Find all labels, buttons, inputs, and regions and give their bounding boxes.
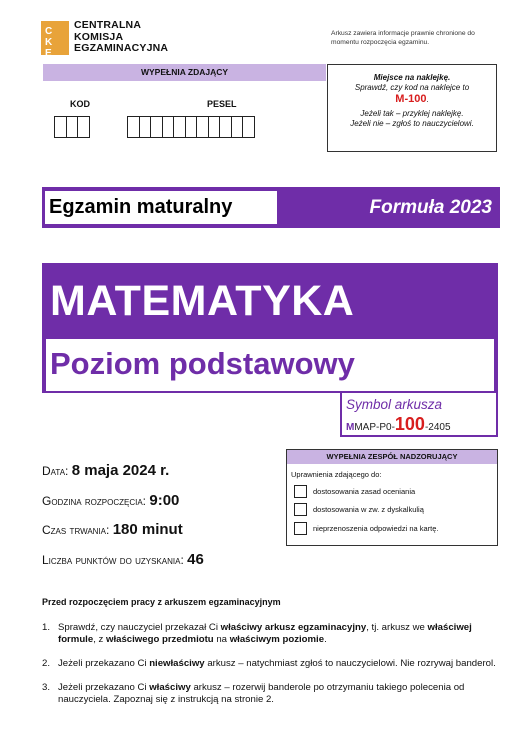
checkbox[interactable] — [294, 485, 307, 498]
kod-label: KOD — [70, 99, 90, 109]
subject-level: Poziom podstawowy — [50, 346, 355, 381]
sticker-placeholder: Miejsce na naklejkę. Sprawdź, czy kod na naklejce to M-100. Jeżeli tak – przyklej naklejkę. Jeżeli nie – zgłoś to nauczycielowi. — [327, 64, 497, 152]
instruction-number: 2. — [42, 658, 51, 669]
pesel-label: PESEL — [207, 99, 237, 109]
instruction-text: Sprawdź, czy nauczyciel przekazał Ci właściwy arkusz egzaminacyjny, tj. arkusz we właściwej formule, z właściwego przedmiotu na właściwym poziomie. — [58, 622, 472, 645]
pesel-input-cells[interactable] — [127, 116, 254, 138]
exam-duration: Czas trwania: 180 minut — [42, 521, 183, 538]
checkbox[interactable] — [294, 503, 307, 516]
instruction-text: Jeżeli przekazano Ci właściwy arkusz – rozerwij banderole po otrzymaniu takiego polecenia od nauczyciela. Zapoznaj się z instrukcją na stronie 2. — [58, 682, 465, 705]
candidate-fill-header: WYPEŁNIA ZDAJĄCY — [43, 64, 326, 81]
exam-name: Egzamin maturalny — [45, 191, 277, 224]
instructions-list — [42, 622, 502, 718]
legal-notice: Arkusz zawiera informacje prawnie chronione do momentu rozpoczęcia egzaminu. — [331, 30, 475, 46]
instructions-heading: Przed rozpoczęciem pracy z arkuszem egzaminacyjnym — [42, 597, 281, 607]
exam-points: Liczba punktów do uzyskania: 46 — [42, 551, 204, 568]
instruction-text: Jeżeli przekazano Ci niewłaściwy arkusz – natychmiast zgłoś to nauczycielowi. Nie rozrywaj banderol. — [58, 658, 496, 669]
instruction-number: 1. — [42, 622, 51, 633]
symbol-code: MMAP-P0-100-2405 — [346, 414, 451, 434]
exam-start-time: Godzina rozpoczęcia: 9:00 — [42, 492, 180, 509]
sticker-code: M-100 — [395, 93, 427, 105]
instruction-item — [42, 622, 502, 646]
digit-cell[interactable] — [242, 116, 255, 138]
supervisor-header: WYPEŁNIA ZESPÓŁ NADZORUJĄCY — [287, 450, 497, 464]
option-scoring-adjustment[interactable]: dostosowania zasad oceniania — [294, 485, 415, 498]
supervisor-subtitle: Uprawnienia zdającego do: — [291, 470, 382, 479]
digit-cell[interactable] — [77, 116, 90, 138]
instruction-item — [42, 682, 502, 706]
instruction-number: 3. — [42, 682, 51, 693]
exam-date: Data: 8 maja 2024 r. — [42, 462, 170, 479]
cke-logo-text: CENTRALNA KOMISJA EGZAMINACYJNA — [74, 19, 169, 54]
symbol-label: Symbol arkusza — [346, 397, 443, 412]
instruction-item — [42, 658, 502, 670]
option-no-answer-transfer[interactable]: nieprzenoszenia odpowiedzi na kartę. — [294, 522, 439, 535]
kod-input-cells[interactable] — [54, 116, 89, 138]
exam-formula: Formuła 2023 — [369, 197, 492, 218]
option-dyscalculia[interactable]: dostosowania w zw. z dyskalkulią — [294, 503, 424, 516]
subject-title: MATEMATYKA — [50, 277, 355, 325]
cke-logo-mark: CKE — [41, 21, 69, 55]
checkbox[interactable] — [294, 522, 307, 535]
